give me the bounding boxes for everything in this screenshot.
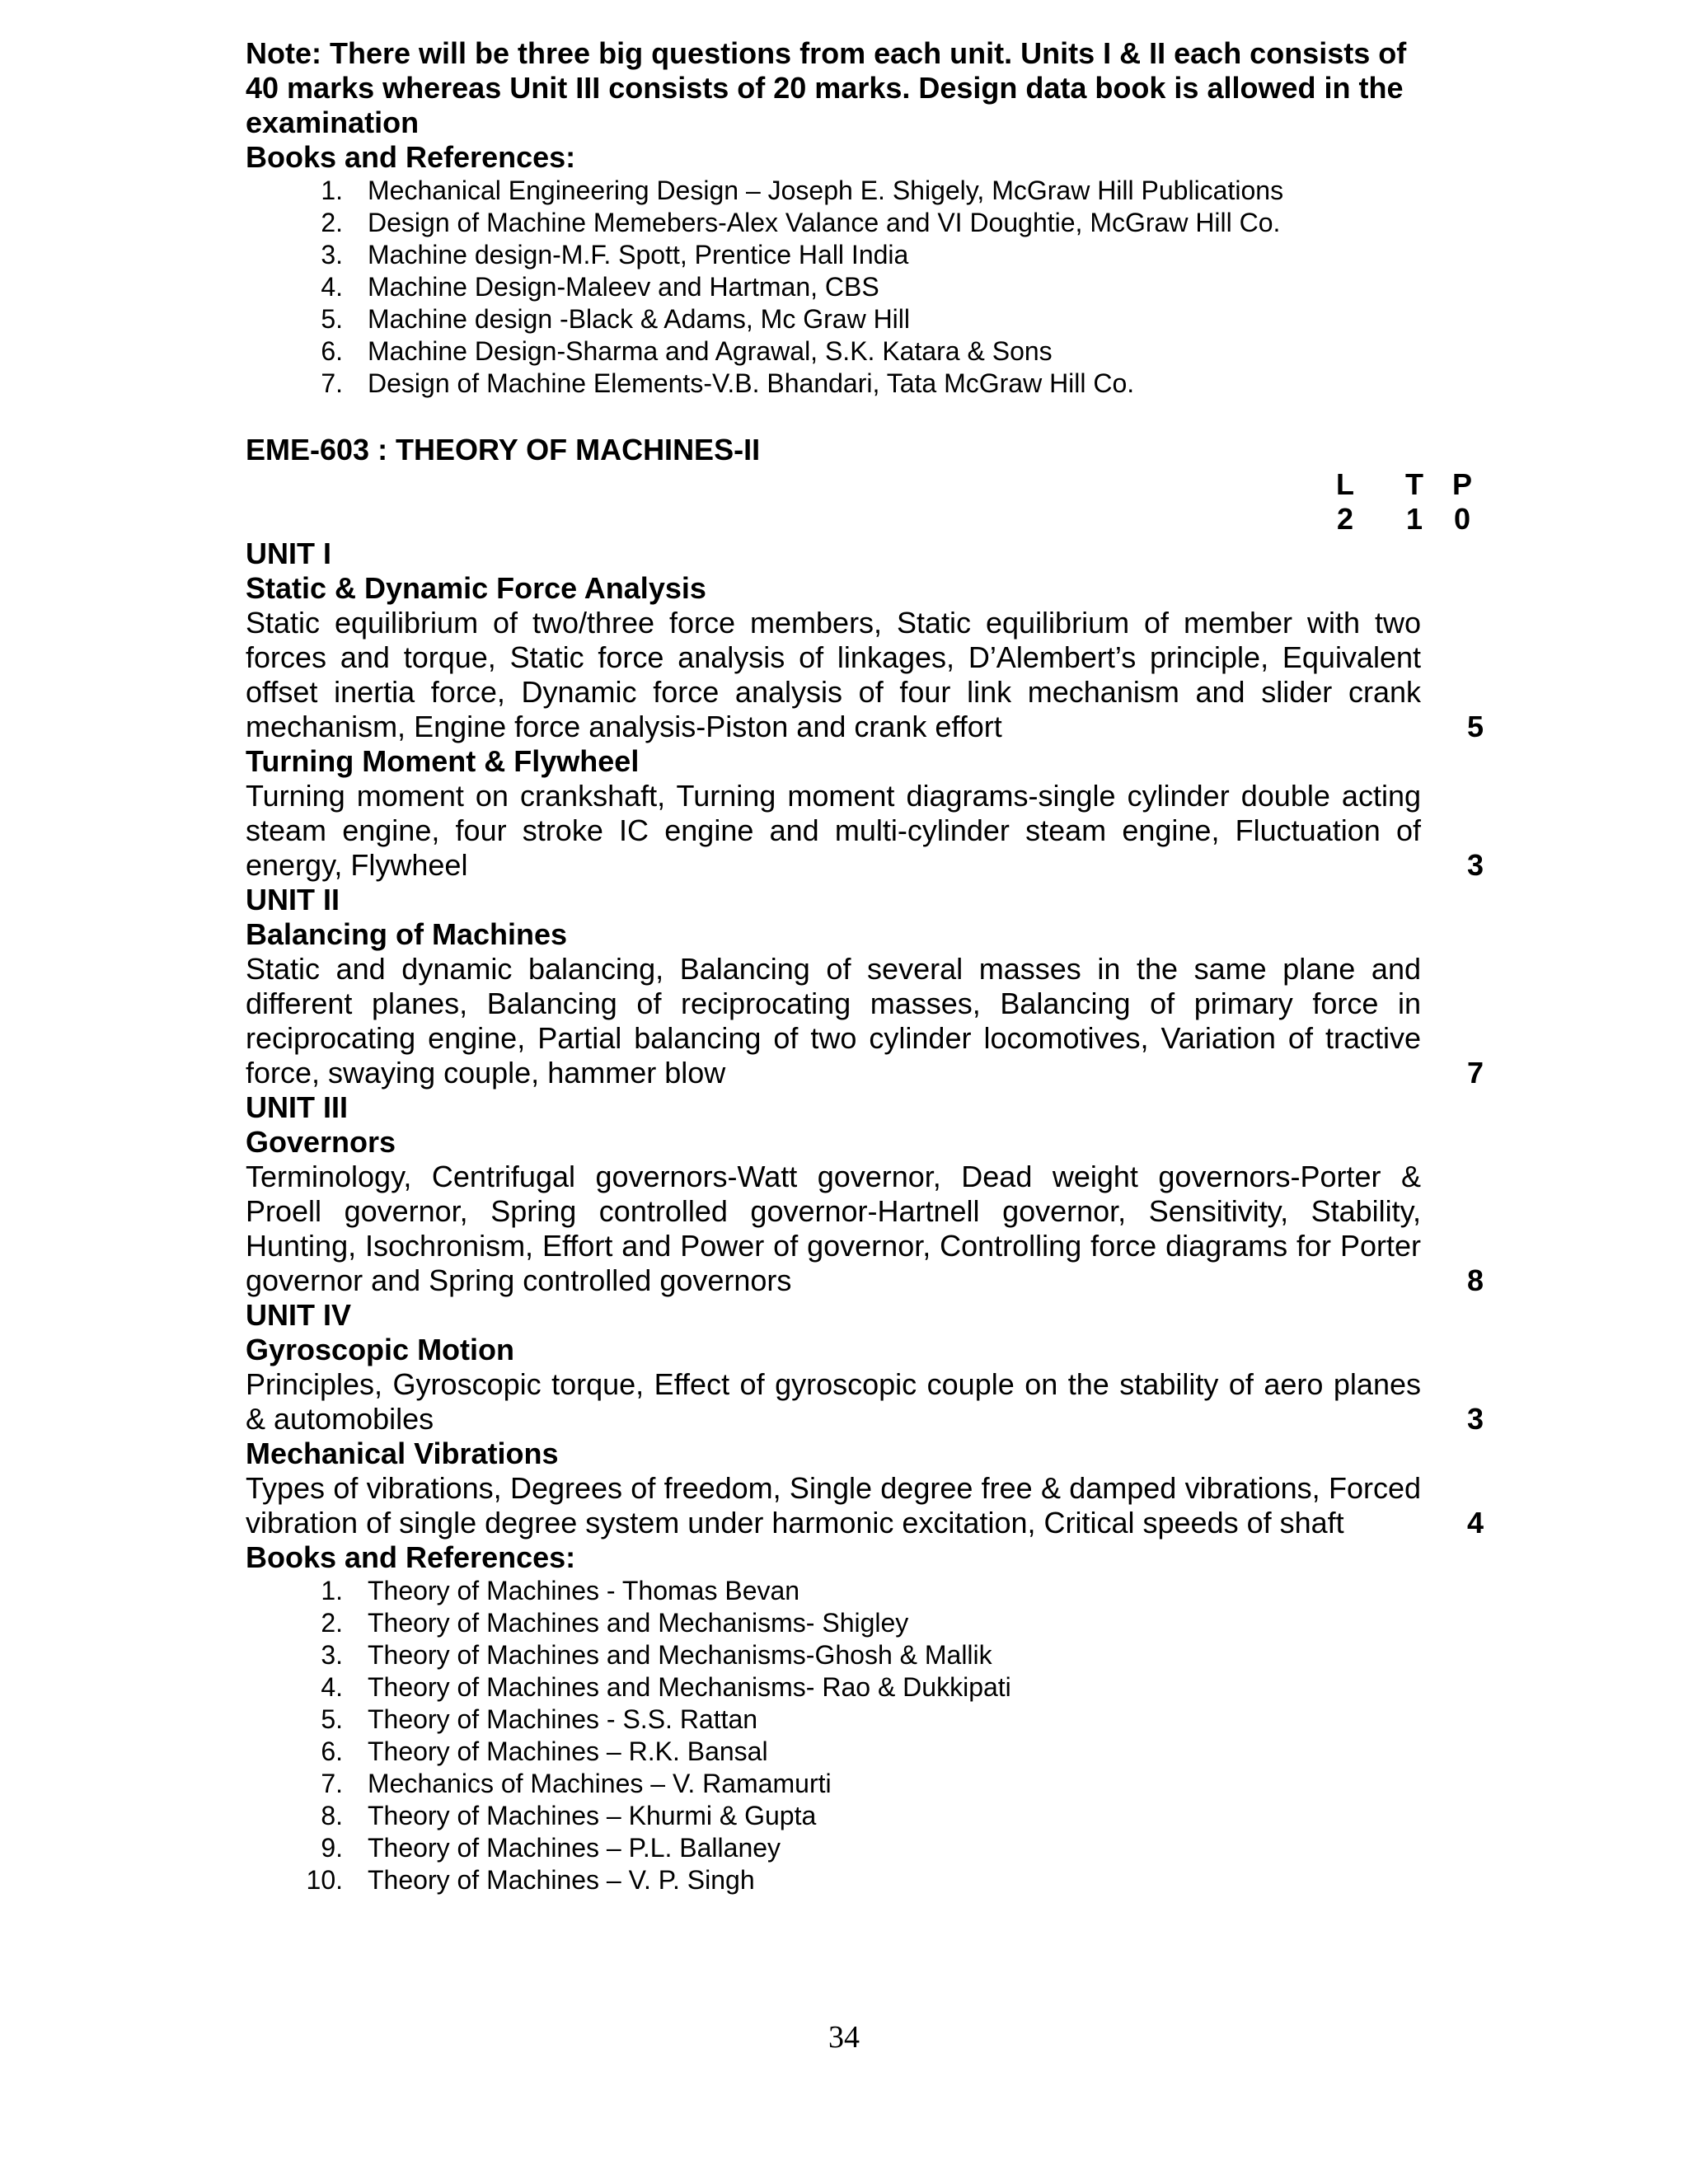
unit-4-heading: UNIT IV (246, 1298, 352, 1332)
list-item: 1. Theory of Machines - Thomas Bevan (321, 1576, 800, 1605)
course-title: EME-603 : THEORY OF MACHINES-II (246, 433, 761, 466)
list-item: 5. Theory of Machines - S.S. Rattan (321, 1704, 758, 1734)
static-dynamic-section (246, 606, 1484, 744)
list-item: 9. Theory of Machines – P.L. Ballaney (321, 1833, 781, 1863)
hours-value: 5 (1466, 710, 1484, 743)
list-item: 7. Mechanics of Machines – V. Ramamurti (321, 1769, 832, 1798)
governors-section (246, 1160, 1484, 1298)
balancing-heading: Balancing of Machines (246, 917, 568, 951)
list-item: 7. Design of Machine Elements-V.B. Bhandari, Tata McGraw Hill Co. (321, 368, 1135, 398)
references-heading-2: Books and References: (246, 1540, 576, 1574)
hours-value: 7 (1466, 1056, 1484, 1090)
page-number: 34 (828, 2020, 860, 2055)
balancing-section (246, 952, 1484, 1090)
hours-value: 3 (1466, 1402, 1484, 1436)
governors-heading: Governors (246, 1125, 396, 1159)
hours-value: 8 (1466, 1263, 1484, 1297)
unit-1-heading: UNIT I (246, 537, 331, 570)
list-item: 8. Theory of Machines – Khurmi & Gupta (321, 1801, 817, 1830)
list-item: 3. Theory of Machines and Mechanisms-Ghosh & Mallik (321, 1640, 992, 1670)
list-item: 2. Theory of Machines and Mechanisms- Shigley (321, 1608, 909, 1638)
list-item: 5. Machine design -Black & Adams, Mc Graw Hill (321, 304, 910, 334)
references-heading-1: Books and References: (246, 140, 576, 174)
list-item: 3. Machine design-M.F. Spott, Prentice Hall India (321, 240, 909, 269)
ltp-values: 2 1 0 (1336, 502, 1471, 536)
exam-note: Note: There will be three big questions from each unit. Units I & II each consists of 40 marks whereas Unit III consists of 20 marks. Design data book is allowed in the examination (246, 36, 1407, 139)
static-dynamic-heading: Static & Dynamic Force Analysis (246, 571, 706, 605)
vibrations-text: Types of vibrations, Degrees of freedom, Single degree free & damped vibrations, Forced vibration of single degree system under harmonic excitation, Critical speeds of shaft (246, 1471, 1421, 1540)
unit-3-heading: UNIT III (246, 1090, 348, 1124)
gyroscopic-text: Principles, Gyroscopic torque, Effect of gyroscopic couple on the stability of aero planes & automobiles (246, 1367, 1421, 1436)
vibrations-heading: Mechanical Vibrations (246, 1436, 559, 1470)
references-list-2 (246, 1575, 1421, 1896)
unit-2-heading: UNIT II (246, 883, 340, 916)
list-item: 6. Theory of Machines – R.K. Bansal (321, 1736, 768, 1766)
gyroscopic-heading: Gyroscopic Motion (246, 1333, 515, 1366)
ltp-block (246, 467, 1472, 537)
page-content (246, 36, 1484, 1896)
list-item: 2. Design of Machine Memebers-Alex Valance and VI Doughtie, McGraw Hill Co. (321, 208, 1281, 237)
hours-value: 4 (1466, 1506, 1484, 1540)
references-list-1 (246, 175, 1421, 400)
ltp-header: L T P (1336, 467, 1472, 501)
balancing-text: Static and dynamic balancing, Balancing of several masses in the same plane and different planes, Balancing of reciprocating masses, Balancing of primary force in reciprocating engine, Partial balancing of two cylinder locomotives, Variation of tractive force, swaying couple, hammer blow (246, 952, 1421, 1090)
static-dynamic-text: Static equilibrium of two/three force members, Static equilibrium of member with two forces and torque, Static force analysis of linkages, D’Alembert’s principle, Equivalent offset inertia force, Dynamic force analysis of four link mechanism and slider crank mechanism, Engine force analysis-Piston and crank effort (246, 606, 1421, 743)
list-item: 6. Machine Design-Sharma and Agrawal, S.K. Katara & Sons (321, 336, 1053, 366)
gyroscopic-section (246, 1367, 1484, 1436)
vibrations-section (246, 1471, 1484, 1540)
governors-text: Terminology, Centrifugal governors-Watt governor, Dead weight governors-Porter & Proell governor, Spring controlled governor-Hartnell governor, Sensitivity, Stability, Hunting, Isochronism, Effort and Power of governor, Controlling force diagrams for Porter governor and Spring controlled governors (246, 1160, 1421, 1297)
turning-moment-text: Turning moment on crankshaft, Turning moment diagrams-single cylinder double acting steam engine, four stroke IC engine and multi-cylinder steam engine, Fluctuation of energy, Flywheel (246, 779, 1421, 882)
list-item: 10. Theory of Machines – V. P. Singh (306, 1865, 755, 1895)
list-item: 4. Theory of Machines and Mechanisms- Rao & Dukkipati (321, 1672, 1011, 1702)
list-item: 1. Mechanical Engineering Design – Joseph E. Shigely, McGraw Hill Publications (321, 176, 1284, 205)
list-item: 4. Machine Design-Maleev and Hartman, CBS (321, 272, 879, 302)
turning-moment-heading: Turning Moment & Flywheel (246, 744, 640, 778)
turning-moment-section (246, 779, 1484, 883)
hours-value: 3 (1466, 848, 1484, 882)
